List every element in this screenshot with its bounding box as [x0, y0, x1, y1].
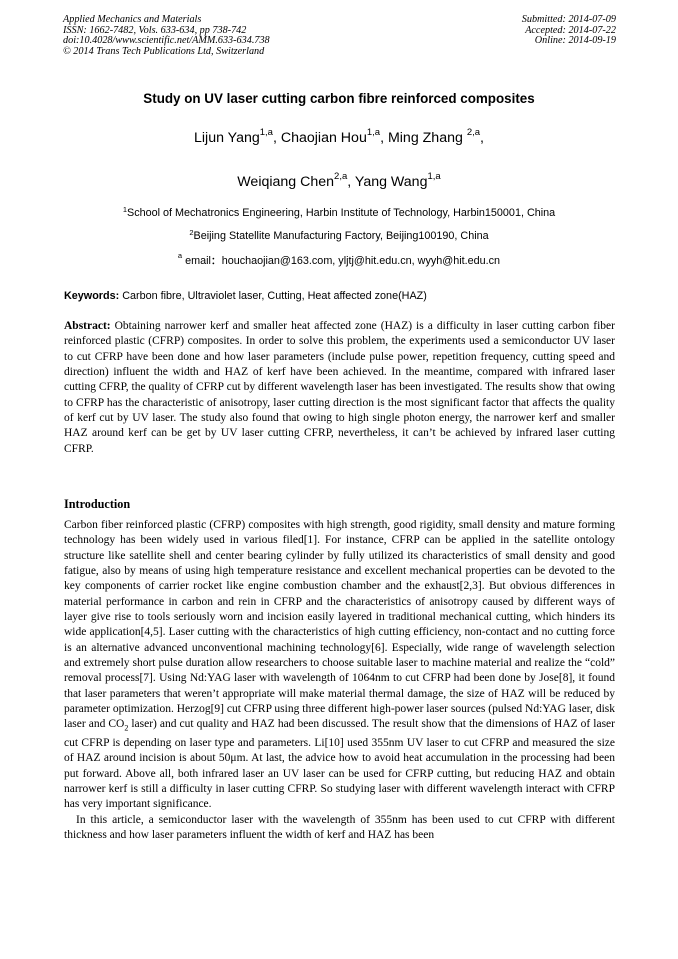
- author-name: Yang Wang: [354, 174, 428, 190]
- abstract-text: Obtaining narrower kerf and smaller heat affected zone (HAZ) is a difficulty in laser cutting carbon fiber reinforced plastic (CFRP) composites. In order to solve this problem, the experiments used a semiconductor UV laser to cut CFRP have been done and how laser parameters (include pulse power, repetition frequency, cutting speed and direction) influent the width and HAZ of kerf have been achieved. In the meantime, compared with infrared laser cutting CFRP, the quality of CFRP cut by different wavelength laser has been investigated. The results show that owing to CFRP has the characteristic of anisotropy, laser cutting direction is the most significant factor that affects the quality of kerf cut by UV laser. The study also found that owing to high single photon energy, the narrower kerf and smaller HAZ around kerf can be get by UV laser cutting CFRP, nevertheless, it can’t be achieved by infrared laser cutting CFRP.: [64, 320, 615, 455]
- doi-line: doi:10.4028/www.scientific.net/AMM.633-634.738: [63, 35, 270, 47]
- journal-info: [63, 15, 270, 57]
- paper-title: Study on UV laser cutting carbon fibre reinforced composites: [143, 91, 535, 106]
- intro-paragraph-1: Carbon fiber reinforced plastic (CFRP) composites with high strength, good rigidity, small density and mature forming technology has been widely used in various filed[1]. For instance, CFRP can be applied in the satellite ontology structure like satellite shell and center bearing cylinder by fully utilized its characteristics of small density and good fatigue, also by means of using high temperature resistance and excellent mechanical properties can be devoted to the key components of carrier rocket like engine combustion chamber and the exhaust[2,3]. But obvious differences in material performance in carbon and rein in CFRP and the characteristics of anisotropy caused by different ways of layer give rise to tools seriously worn and incision easily layered in traditional mechanical cutting, which hinders its wide application[4,5]. Laser cutting with the characteristics of high cutting efficiency, non-contact and no cutting force is an alternative advanced unconventional machining technology[6]. Especially, wide range of wavelength selection and extremely short pulse duration allow researchers to choose suitable laser to machine material and realize the “cold” removal process[7]. Using Nd:YAG laser with wavelength of 1064nm to cut CFRP had been done by Jose[8], it found that laser parameters that weren’t appropriate will make material thermal damage, the size of HAZ will be reduced by parameter optimization. Herzog[9] cut CFRP using three different high-power laser sources (pulsed Nd:YAG laser, disk laser and $CO_2$ laser) and cut quality and HAZ had been discussed. The result show that the dimensions of HAZ of laser cut CFRP is depending on laser type and parameters. Li[10] used 355nm UV laser to cut CFRP and measured the size of HAZ around incision is about 50μm. At last, the advice how to avoid heat accumulation in the processing had been put forward. Above all, both infrared laser an UV laser can be used for CFRP cutting, but reducing HAZ and obtain narrower kerf is still a difficulty in laser cutting CFRP. So studying laser with different wavelength interact with CFRP has very important significance.: [64, 519, 615, 811]
- abstract: [64, 319, 615, 457]
- author-affiliation-mark: 1,a: [259, 127, 273, 138]
- author-line-1: Lijun Yang$^{1,a}$, Chaojian Hou$^{1,a}$, Ming Zhang $^{2,a}$,: [194, 127, 484, 146]
- author-line-2: Weiqiang Chen$^{2,a}$, Yang Wang$^{1,a}$: [237, 171, 441, 190]
- introduction-heading: Introduction: [64, 497, 131, 511]
- author-name: Weiqiang Chen: [237, 174, 335, 190]
- email-addresses: houchaojian@163.com, yljtj@hit.edu.cn, wyyh@hit.edu.cn: [221, 255, 501, 267]
- copyright-line: © 2014 Trans Tech Publications Ltd, Switzerland: [63, 45, 265, 57]
- abstract-label: Abstract:: [64, 320, 111, 332]
- email-line: $^a$ email：houchaojian@163.com, yljtj@hit.edu.cn, wyyh@hit.edu.cn: [177, 251, 501, 267]
- author-affiliation-mark: 2,a: [334, 171, 348, 182]
- author-name: Ming Zhang: [387, 130, 463, 146]
- submitted-date: Submitted: 2014-07-09: [521, 14, 616, 25]
- keywords-text: Carbon fibre, Ultraviolet laser, Cutting, Heat affected zone(HAZ): [119, 290, 427, 302]
- keywords-label: Keywords:: [64, 290, 120, 302]
- accepted-date: Accepted: 2014-07-22: [525, 24, 616, 36]
- online-date: Online: 2014-09-19: [534, 35, 616, 47]
- author-affiliation-mark: 1,a: [427, 171, 441, 182]
- affiliation-1: $^1$School of Mechatronics Engineering, Harbin Institute of Technology, Harbin150001, China: [122, 205, 556, 219]
- author-affiliation-mark: 1,a: [366, 127, 381, 138]
- dates-info: [522, 15, 616, 47]
- introduction-body: [64, 518, 615, 844]
- journal-name: Applied Mechanics and Materials: [63, 14, 202, 25]
- intro-paragraph-2: In this article, a semiconductor laser with the wavelength of 355nm has been used to cut CFRP with different thickness and how laser parameters influent the width of kerf and HAZ has been: [64, 813, 615, 842]
- issn-line: ISSN: 1662-7482, Vols. 633-634, pp 738-742: [63, 24, 247, 36]
- author-affiliation-mark: 2,a: [466, 127, 481, 138]
- author-name: Chaojian Hou: [280, 130, 367, 146]
- affiliation-2: $^2$Beijing Statellite Manufacturing Factory, Beijing100190, China: [189, 228, 489, 242]
- email-label: email: [182, 255, 211, 267]
- author-name: Lijun Yang: [194, 130, 260, 146]
- keywords: [64, 290, 616, 302]
